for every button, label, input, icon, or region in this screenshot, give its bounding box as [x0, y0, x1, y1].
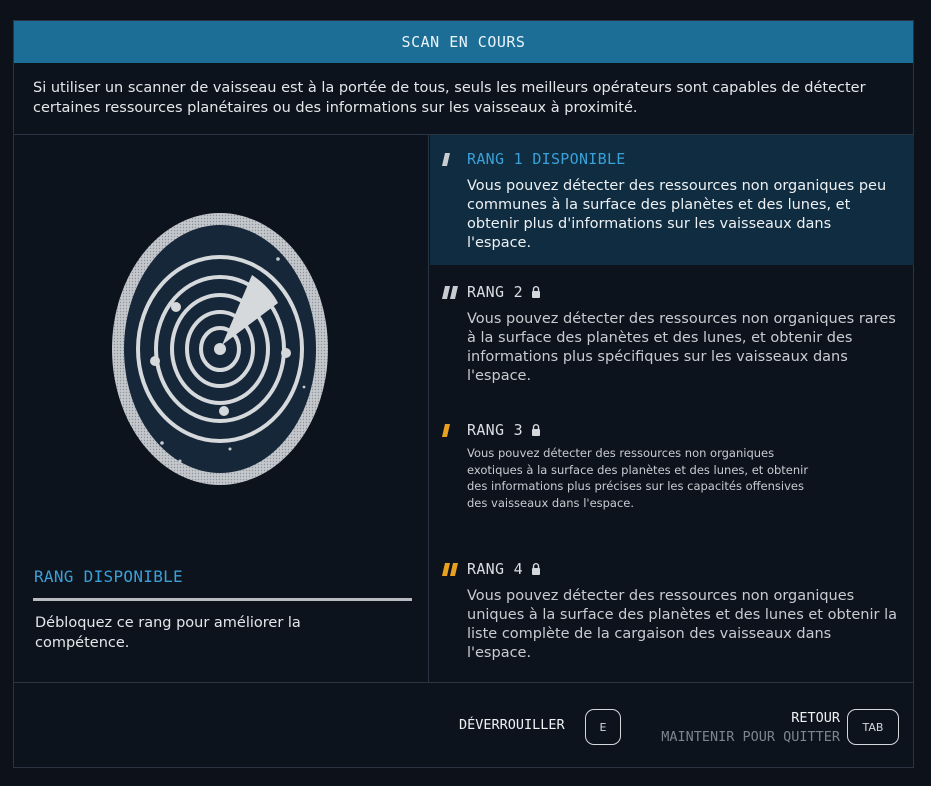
- rank-2-bars-icon: [442, 286, 462, 299]
- unlock-description: Débloquez ce rang pour améliorer la compétence.: [35, 615, 301, 651]
- rank-3-description: Vous pouvez détecter des ressources non organiques exotiques à la surface des planètes et des lunes, et obtenir des informations plus précises sur les capacités offensives des vaisseaux dans l'espace.: [467, 446, 809, 510]
- rank-1-description: Vous pouvez détecter des ressources non organiques peu communes à la surface des planètes et des lunes, et obtenir plus d'informations sur les vaisseaux dans l'espace.: [467, 178, 887, 251]
- rank-4-label: RANG 4: [467, 560, 523, 578]
- unlock-key-label: E: [599, 720, 607, 734]
- rank-item-1[interactable]: [430, 135, 914, 265]
- rank-4-description: Vous pouvez détecter des ressources non organiques uniques à la surface des planètes et des lunes et obtenir la liste complète de la cargaison des vaisseaux dans l'espace.: [467, 588, 897, 661]
- rank-2-header: [467, 283, 541, 301]
- back-key-button[interactable]: [847, 709, 899, 745]
- panel-body: [14, 135, 913, 683]
- rank-3-header: [467, 421, 541, 439]
- unlock-button-label[interactable]: DÉVERROUILLER: [459, 717, 565, 733]
- lock-icon: [531, 286, 541, 298]
- rank-4-bars-icon: [442, 563, 462, 576]
- lock-icon: [531, 563, 541, 575]
- rank-1-header: [467, 150, 626, 168]
- skill-panel: [13, 20, 914, 768]
- rank-item-3[interactable]: [430, 406, 914, 538]
- divider: [33, 598, 412, 601]
- back-key-label: TAB: [862, 720, 884, 734]
- hold-to-quit-label: MAINTENIR POUR QUITTER: [661, 729, 840, 745]
- rank-item-2[interactable]: [430, 268, 914, 398]
- rank-3-bars-icon: [442, 424, 462, 437]
- rank-list: [430, 135, 914, 683]
- radar-scanner-patch-icon: [110, 211, 330, 487]
- unlock-key-button[interactable]: [585, 709, 621, 745]
- back-button-label[interactable]: [661, 709, 840, 747]
- panel-title: SCAN EN COURS: [401, 33, 526, 51]
- lock-icon: [531, 424, 541, 436]
- rank-item-4[interactable]: [430, 545, 914, 677]
- rank-1-bars-icon: [442, 153, 462, 166]
- skill-overview: [14, 135, 429, 683]
- rank-4-header: [467, 560, 541, 578]
- rank-status-title: RANG DISPONIBLE: [34, 567, 183, 586]
- back-label: RETOUR: [791, 710, 840, 726]
- rank-1-label: RANG 1 DISPONIBLE: [467, 150, 626, 168]
- footer-controls: [14, 683, 913, 768]
- panel-header: [14, 21, 913, 63]
- skill-intro: Si utiliser un scanner de vaisseau est à la portée de tous, seuls les meilleurs opérateurs sont capables de détecter certaines ressources planétaires ou des informations sur les vaisseaux à proximité.: [14, 63, 913, 135]
- rank-2-description: Vous pouvez détecter des ressources non organiques rares à la surface des planètes et des lunes, et obtenir des informations plus spécifiques sur les vaisseaux dans l'espace.: [467, 311, 896, 384]
- rank-3-label: RANG 3: [467, 421, 523, 439]
- rank-2-label: RANG 2: [467, 283, 523, 301]
